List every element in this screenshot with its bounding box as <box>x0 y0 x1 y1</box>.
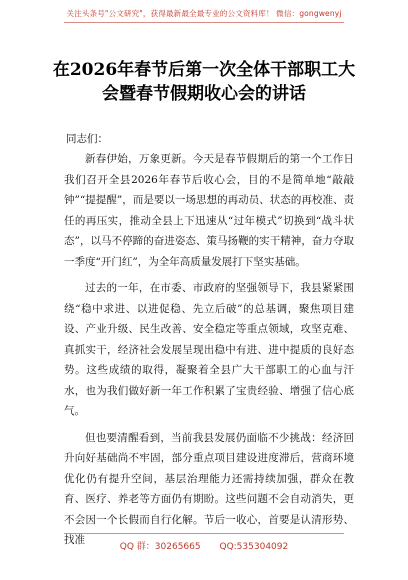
title-line-2: 会暨春节假期收心会的讲话 <box>102 84 306 104</box>
footer-qq: QQ:535304092 <box>219 542 289 552</box>
paragraph: 但也要清醒看到，当前我县发展仍面临不少挑战：经济回升向好基础尚不牢固，部分重点项目建设进度滞后，营商环境优化仍有提升空间，基层治理能力还需持续加强，群众在教育、医疗、养老等方面仍有期盼。这些问题不会自动消失，更不会因一个长假而自行化解。节后一收心，首要是认清形势、找准 <box>64 431 354 546</box>
footer <box>0 539 408 552</box>
paragraph: 新春伊始，万象更新。今天是春节假期后的第一个工作日我们召开全县2026年春节后收心会，目的不是简单地“敲敲钟”“提提醒”，而是要以一场思想的再动员、状态的再校准、责任的再压实，推动全县上下迅速从“过年模式”切换到“战斗状态”，以马不停蹄的奋进姿态、策马扬鞭的实干精神，奋力夺取一季度“开门红”，为全年高质量发展打下坚实基础。 <box>64 153 354 268</box>
document-body <box>64 149 354 557</box>
salutation: 同志们： <box>66 133 108 145</box>
footer-qq-group: QQ 群：30265665 <box>119 542 201 552</box>
header-divider <box>64 22 344 23</box>
header-banner: 关注头条号"公文研究"，获得最新最全最专业的公文资料库！ 微信：gongwenyj <box>66 9 342 18</box>
paragraph: 过去的一年，在市委、市政府的坚强领导下，我县紧紧围绕“稳中求进、以进促稳、先立后破”的总基调，聚焦项目建设、产业升级、民生改善、安全稳定等重点领域，攻坚克难、真抓实干，经济社会发展呈现出稳中有进、进中提质的良好态势。这些成绩的取得，凝聚着全县广大干部职工的心血与汗水，也为我们做好新一年工作积累了宝贵经验、增强了信心底气。 <box>64 282 354 417</box>
title-line-1: 在2026年春节后第一次全体干部职工大 <box>52 60 356 80</box>
footer-divider <box>64 533 344 534</box>
document-title <box>20 58 388 106</box>
